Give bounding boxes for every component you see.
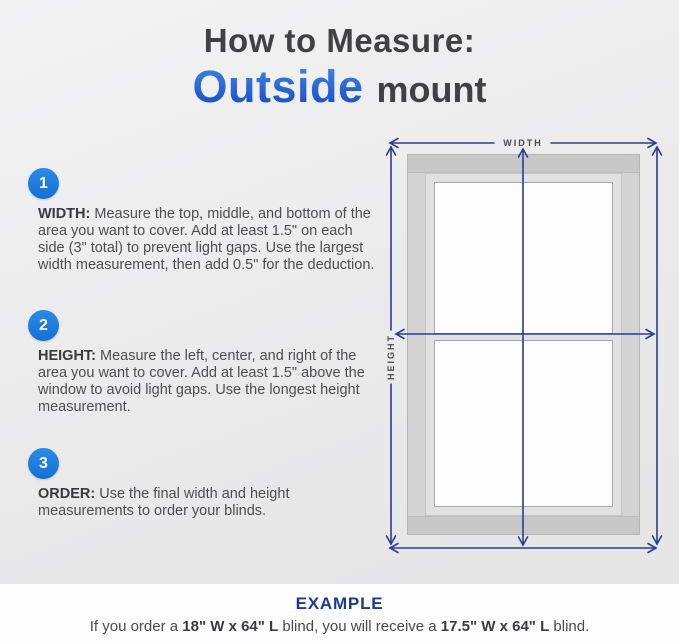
- height-dimension-label: HEIGHT: [386, 334, 396, 381]
- step-height: [28, 310, 376, 416]
- example-footer: [0, 584, 679, 644]
- example-order-size: 18" W x 64" L: [182, 618, 279, 635]
- step-1-label: WIDTH:: [38, 206, 91, 222]
- measurement-arrows: [380, 133, 668, 557]
- mount-type-text: Outside: [192, 61, 364, 112]
- page-subtitle: [0, 61, 679, 113]
- step-2-body: Measure the left, center, and right of the area you want to cover. Add at least 1.5" above the window to avoid light gaps. Use the longest height measurement.: [38, 348, 365, 415]
- example-receive-size: 17.5" W x 64" L: [440, 618, 550, 635]
- step-1-badge: 1: [28, 168, 59, 199]
- step-3-text: [38, 486, 376, 520]
- example-prefix: If you order a: [89, 618, 183, 635]
- step-width: [28, 168, 376, 274]
- step-3-body: Use the final width and height measurements to order your blinds.: [38, 486, 290, 519]
- step-1-text: [38, 206, 376, 274]
- mount-word-text: mount: [376, 69, 487, 110]
- step-3-label: ORDER:: [38, 486, 96, 502]
- right-measure-line: [653, 147, 662, 544]
- center-vertical-arrow: [519, 149, 528, 545]
- step-1-body: Measure the top, middle, and bottom of the area you want to cover. Add at least 1.5" on each side (3" total) to prevent light gaps. Use the largest width measurement, then add 0.5" for the deduction.: [38, 206, 375, 273]
- example-text: [0, 618, 679, 635]
- center-horizontal-arrow: [396, 330, 654, 339]
- step-order: [28, 448, 376, 520]
- example-suffix: blind.: [549, 618, 590, 635]
- step-2-text: [38, 348, 376, 416]
- header: [0, 22, 679, 113]
- page-title: How to Measure:: [203, 22, 476, 59]
- step-3-badge: 3: [28, 448, 59, 479]
- width-dimension-label: WIDTH: [503, 138, 543, 148]
- step-2-badge: 2: [28, 310, 59, 341]
- example-middle: blind, you will receive a: [278, 618, 441, 635]
- step-2-label: HEIGHT:: [38, 348, 96, 364]
- example-heading: EXAMPLE: [295, 594, 384, 613]
